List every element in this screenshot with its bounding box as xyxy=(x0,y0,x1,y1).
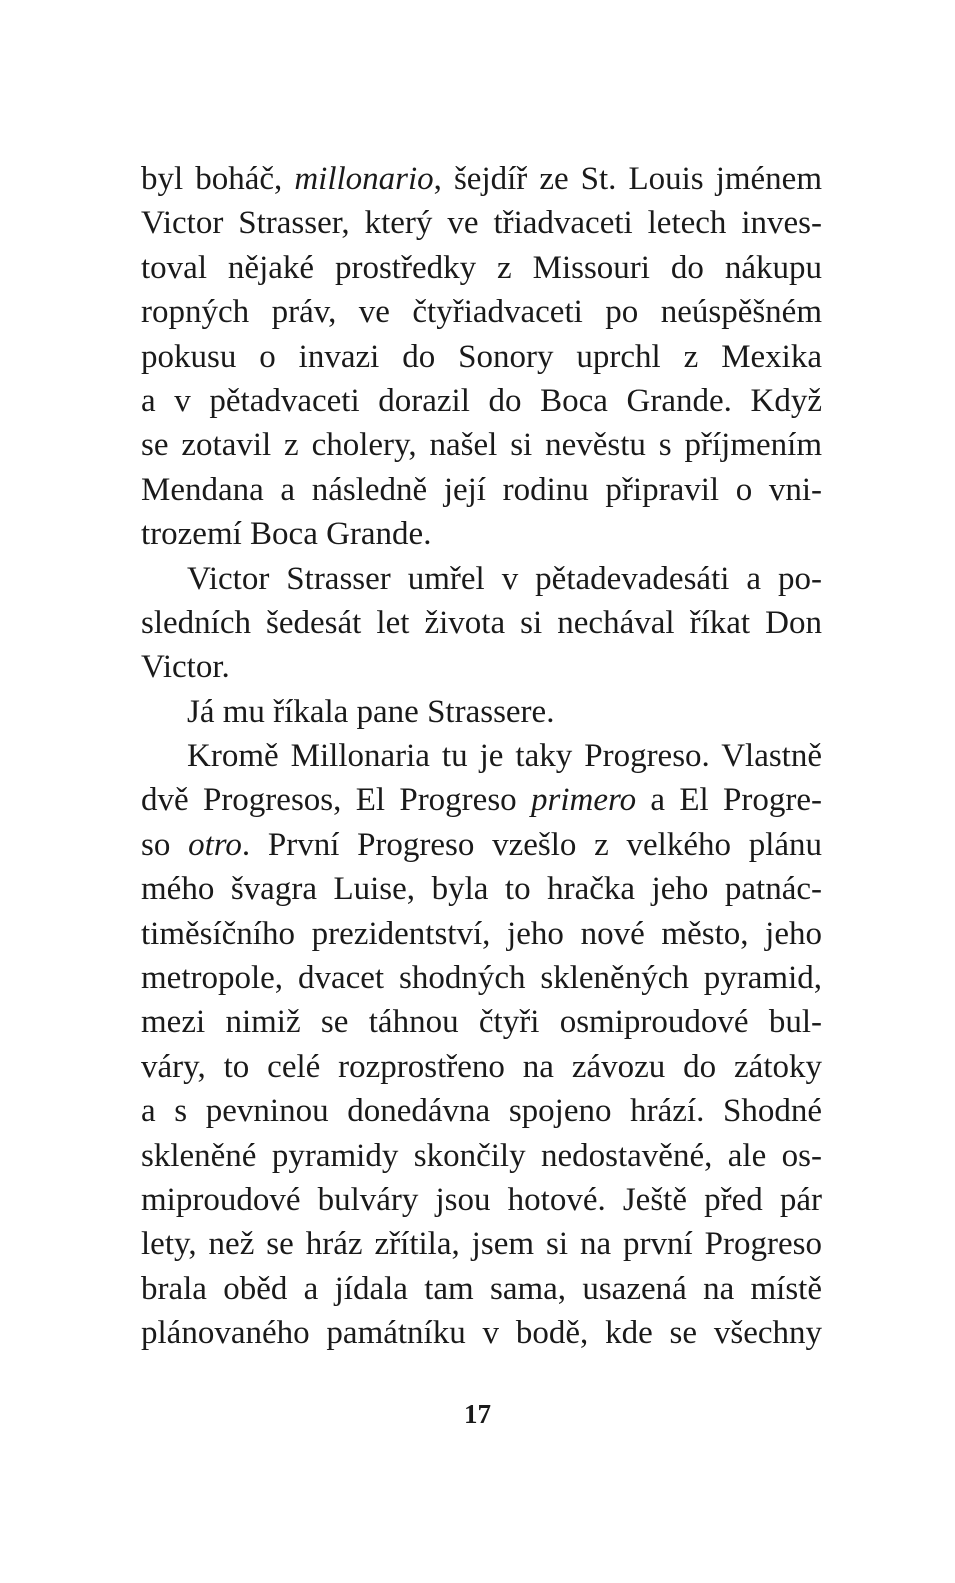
text-line xyxy=(141,468,822,512)
text-run: toval nějaké prostředky z Missouri do nákupu xyxy=(141,249,822,286)
text-line xyxy=(141,912,822,956)
text-line xyxy=(141,956,822,1000)
text-line xyxy=(141,290,822,334)
text-line xyxy=(141,734,822,778)
text-run: Já mu říkala pane Strassere. xyxy=(187,693,555,730)
text-run: Victor. xyxy=(141,649,230,686)
text-line xyxy=(141,1222,822,1266)
text-line xyxy=(141,1134,822,1178)
text-run: byl boháč, xyxy=(141,161,295,197)
text-line xyxy=(141,246,822,290)
text-run: Victor Strasser, který ve třiadvaceti letech inves- xyxy=(141,205,822,242)
text-line xyxy=(141,1000,822,1044)
text-run: plánovaného památníku v bodě, kde se všechny xyxy=(141,1315,822,1352)
italic-word: primero xyxy=(530,782,637,819)
text-run: se zotavil z cholery, našel si nevěstu s příjmením xyxy=(141,427,822,464)
text-run: , šejdíř ze St. Louis jménem xyxy=(433,161,822,197)
text-run: Mendana a následně její rodinu připravil o vni- xyxy=(141,471,822,508)
text-line xyxy=(141,557,822,601)
text-run: so xyxy=(141,826,189,863)
text-line xyxy=(141,1045,822,1089)
text-run: a v pětadvaceti dorazil do Boca Grande. Když xyxy=(141,382,822,419)
page-number: 17 xyxy=(464,1399,491,1429)
text-line xyxy=(141,157,822,201)
text-line xyxy=(141,690,822,734)
text-line xyxy=(141,1311,822,1355)
text-run: pokusu o invazi do Sonory uprchl z Mexika xyxy=(141,338,822,375)
text-run: metropole, dvacet shodných skleněných pyramid, xyxy=(141,960,822,997)
text-run: lety, než se hráz zřítila, jsem si na první Progreso xyxy=(141,1226,822,1263)
text-run: . První Progreso vzešlo z velkého plánu xyxy=(241,826,823,863)
text-run: Kromě Millonaria tu je taky Progreso. Vlastně xyxy=(187,738,822,775)
text-line xyxy=(141,601,822,645)
text-run: dvě Progresos, El Progreso xyxy=(141,782,531,819)
text-line xyxy=(141,1089,822,1133)
text-run: skleněné pyramidy skončily nedostavěné, ale os- xyxy=(141,1137,822,1174)
text-run: váry, to celé rozprostřeno na závozu do zátoky xyxy=(141,1048,822,1085)
text-run: timěsíčního prezidentství, jeho nové město, jeho xyxy=(141,915,822,952)
text-line xyxy=(141,778,822,822)
text-run: sledních šedesát let života si nechával říkat Don xyxy=(141,604,822,641)
text-run: a El Progre- xyxy=(636,782,822,819)
text-line xyxy=(141,645,822,689)
body-text xyxy=(141,157,822,1356)
text-run: trozemí Boca Grande. xyxy=(141,516,432,553)
text-run: ropných práv, ve čtyřiadvaceti po neúspěšném xyxy=(141,294,822,331)
text-line xyxy=(141,867,822,911)
text-line xyxy=(141,335,822,379)
text-run: mého švagra Luise, byla to hračka jeho patnác- xyxy=(141,871,822,908)
text-run: miproudové bulváry jsou hotové. Ještě před pár xyxy=(141,1181,822,1218)
text-line xyxy=(141,1267,822,1311)
text-line xyxy=(141,379,822,423)
italic-word: millonario xyxy=(294,161,434,197)
text-line xyxy=(141,423,822,467)
text-run: Victor Strasser umřel v pětadevadesáti a po- xyxy=(187,560,822,597)
text-run: brala oběd a jídala tam sama, usazená na místě xyxy=(141,1270,822,1307)
text-run: a s pevninou donedávna spojeno hrází. Shodné xyxy=(141,1093,822,1130)
text-line xyxy=(141,201,822,245)
text-line xyxy=(141,1178,822,1222)
text-line xyxy=(141,512,822,556)
text-run: mezi nimiž se táhnou čtyři osmiproudové bul- xyxy=(141,1004,822,1041)
text-line xyxy=(141,823,822,867)
italic-word: otro xyxy=(188,826,242,863)
